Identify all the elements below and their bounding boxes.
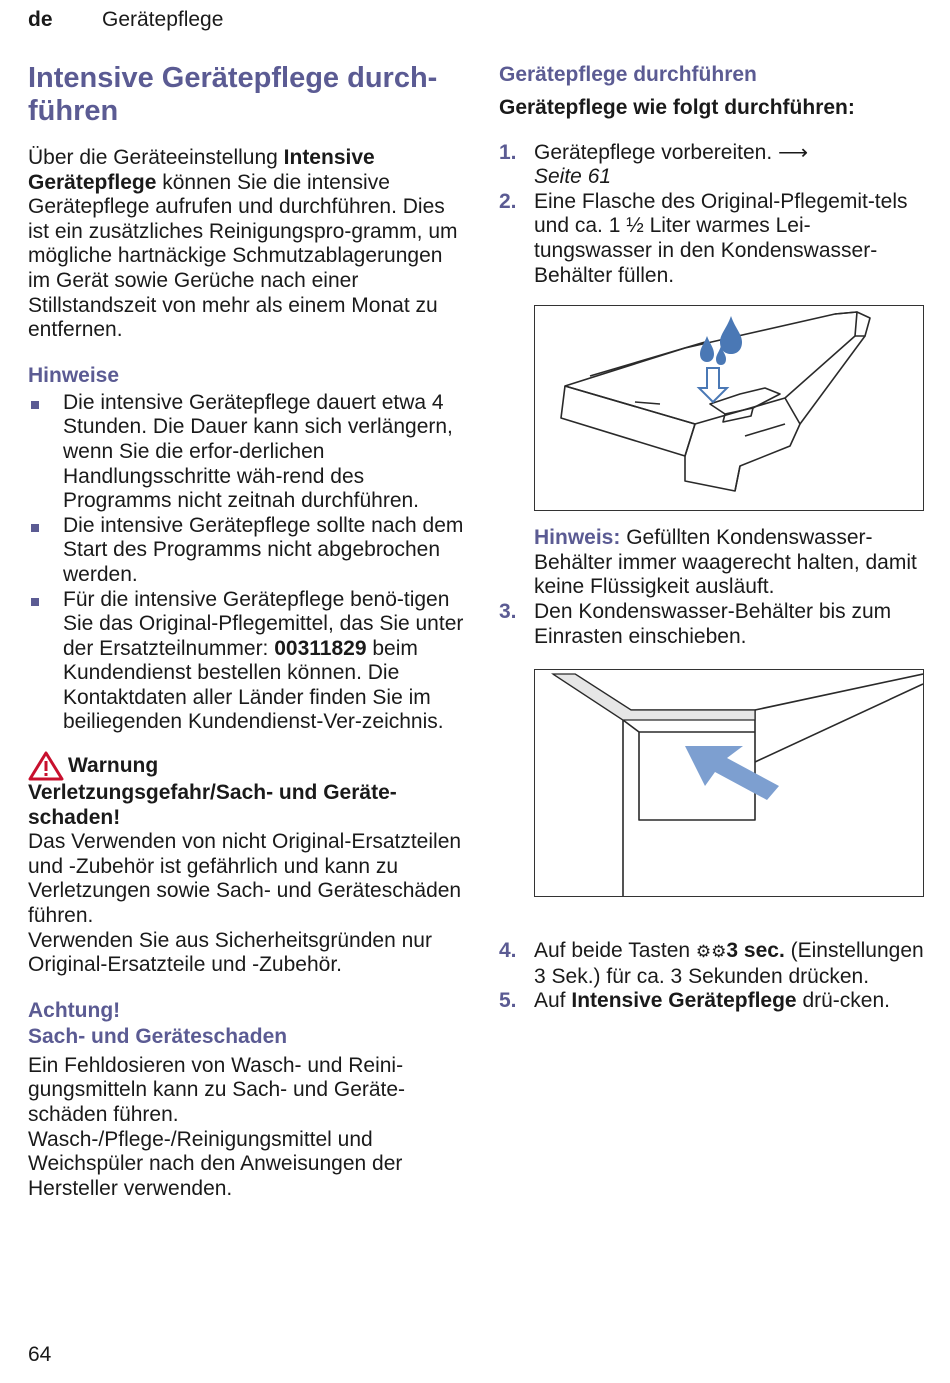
page-number: 64	[28, 1343, 52, 1366]
step-item	[499, 190, 927, 288]
condensate-container-illustration	[535, 306, 923, 510]
step-text: Gerätepflege vorbereiten.	[534, 140, 778, 164]
arrow-right-icon: ⟶	[777, 140, 809, 164]
steps-list	[499, 141, 927, 289]
intro-setting-name: Intensive Gerätepflege	[28, 146, 375, 194]
instructions-heading: Gerätepflege wie folgt durchführen:	[499, 96, 855, 119]
section-heading: Gerätepflege durchführen	[499, 63, 757, 86]
step-text: Den Kondenswasser-Behälter bis zum Einrasten einschieben.	[534, 599, 892, 648]
hint-note	[499, 526, 927, 600]
step-item	[499, 141, 824, 190]
caution-text: Ein Fehldosieren von Wasch- und Reini-gungsmitteln kann zu Sach- und Geräte-schäden führen.	[28, 1053, 406, 1126]
step-text: Auf	[534, 989, 572, 1013]
hint-text: Gefüllten Kondenswasser-Behälter immer waagerecht halten, damit keine Flüssigkeit ausläuft.	[534, 526, 917, 599]
note-text: Die intensive Gerätepflege sollte nach dem Start des Programms nicht abgebrochen werden.	[63, 513, 464, 586]
figure-insert-container	[534, 669, 924, 897]
intro-text-rest: können Sie die intensive Gerätepflege aufrufen und durchführen. Dies ist ein zusätzliches Reinigungspro-gramm, um mögliche hartnäckige Schmutzablagerungen im Gerät sowie Gerüche nach einer Stillstandszeit von mehr als einem Monat zu entfernen.	[28, 170, 458, 342]
caution-label: Achtung!	[28, 998, 121, 1022]
caution-title: Sach- und Geräteschaden	[28, 1024, 288, 1048]
page-header	[28, 8, 224, 32]
step-number: 1.	[499, 140, 517, 164]
warning-text-2: Verwenden Sie aus Sicherheitsgründen nur Original-Ersatzteile und -Zubehör.	[28, 928, 432, 977]
notes-heading: Hinweise	[28, 363, 120, 387]
warning-heading	[28, 751, 468, 781]
bullet-icon	[31, 524, 39, 532]
figure-fill-container	[534, 305, 924, 511]
step-item	[499, 939, 927, 989]
insert-container-illustration	[535, 670, 923, 896]
caution-text-2: Wasch-/Pflege-/Reinigungsmittel und Weichspüler nach den Anweisungen der Hersteller verwenden.	[28, 1127, 403, 1200]
page-title-line2: führen	[28, 95, 119, 127]
button-label: 3 sec.	[726, 939, 785, 963]
note-text: Für die intensive Gerätepflege benö-tigen Sie das Original-Pflegemittel, das Sie unter der Ersatzteilnummer:	[63, 587, 464, 660]
section-title: Gerätepflege	[102, 8, 224, 31]
step-text-rest: (Einstellungen 3 Sek.) für ca. 3 Sekunden drücken.	[534, 939, 924, 988]
intro-paragraph	[28, 146, 468, 343]
right-column	[499, 62, 927, 1014]
left-column	[28, 62, 468, 1201]
notes-list	[28, 391, 468, 735]
bullet-icon	[31, 401, 39, 409]
warning-label: Warnung	[68, 754, 159, 778]
step-number: 3.	[499, 599, 517, 623]
steps-list-2	[499, 600, 927, 649]
step-number: 4.	[499, 939, 517, 963]
page-reference-link[interactable]: Seite 61	[534, 165, 612, 189]
note-text-rest: beim Kundendienst bestellen können. Die Kontaktdaten aller Länder finden Sie im beiliegenden Kundendienst-Ver-zeichnis.	[63, 636, 444, 734]
settings-gear-icon: ⚙⚙	[695, 942, 727, 962]
step-text-rest: drü-cken.	[796, 989, 890, 1013]
step-item	[499, 989, 894, 1014]
language-code: de	[28, 8, 53, 31]
warning-text: Das Verwenden von nicht Original-Ersatzteilen und -Zubehör ist gefährlich und kann zu Verletzungen sowie Sach- und Geräteschäden führen.	[28, 830, 462, 928]
intro-text: Über die Geräteeinstellung	[28, 146, 284, 169]
step-text: Auf beide Tasten	[534, 939, 696, 963]
note-item	[28, 588, 468, 736]
note-item	[28, 391, 468, 514]
step-item	[499, 600, 894, 649]
button-label: Intensive Gerätepflege	[571, 989, 797, 1013]
bullet-icon	[31, 598, 39, 606]
steps-list-3	[499, 939, 927, 1014]
note-text: Die intensive Gerätepflege dauert etwa 4 Stunden. Die Dauer kann sich verlängern, wenn Sie die erfor-derlichen Handlungsschritte wäh-rend des Programms nicht zeitnah durchführen.	[63, 390, 453, 513]
step-text: Eine Flasche des Original-Pflegemit-tels und ca. 1 ½ Liter warmes Lei-tungswasser in den Kondenswasser-Behälter füllen.	[534, 189, 908, 287]
warning-title: Verletzungsgefahr/Sach- und Geräte-schaden!	[28, 781, 397, 829]
step-number: 2.	[499, 189, 517, 213]
part-number: 00311829	[274, 636, 367, 660]
warning-triangle-icon	[28, 751, 64, 781]
step-number: 5.	[499, 989, 517, 1013]
hint-label: Hinweis:	[534, 526, 621, 550]
page-title	[28, 62, 468, 128]
page-title-line1: Intensive Gerätepflege durch-	[28, 62, 438, 94]
note-item	[28, 514, 468, 588]
